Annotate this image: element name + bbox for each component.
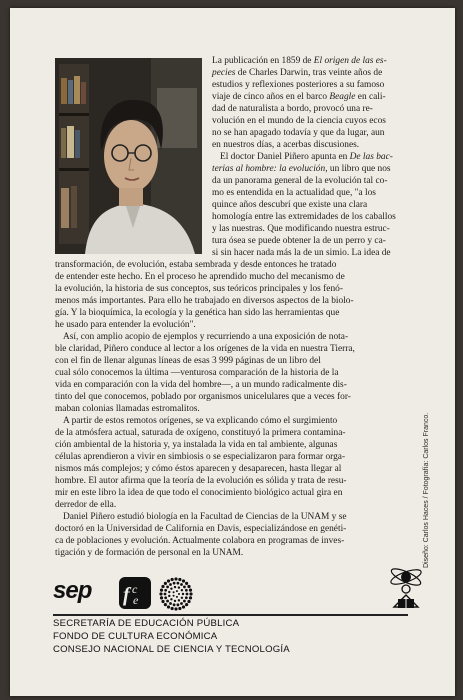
text-line: si sin hacer nada más la de un simio. La idea de <box>212 248 391 258</box>
text-line: quince años descubrí que existe una clara <box>212 200 368 210</box>
text-line: volución en el mundo de la ciencia cuyos ecos <box>212 116 386 126</box>
text-line: A partir de estos remotos orígenes, se va explicando cómo el surgimiento <box>63 416 338 426</box>
text-line: maban colonias llamadas estromalitos. <box>55 404 200 414</box>
text-line: ble claridad, Piñero conduce al lector a los orígenes de la vida en nuestra Tierra, <box>55 344 355 354</box>
synopsis-text <box>10 8 455 568</box>
svg-text:f: f <box>123 584 130 606</box>
text-line: tura ósea se puede obtener la de un perro y ca- <box>212 236 386 246</box>
text-line: mo es entendida en la actualidad que, "a los <box>212 188 376 198</box>
reader-icon <box>384 563 428 618</box>
divider <box>53 614 408 616</box>
text-line: y las nuestras. Que modificando nuestra estruc- <box>212 224 390 234</box>
text-line: ca de poblaciones y evolución. Actualmente colabora en programas de inves- <box>55 536 345 546</box>
text-line: con el fin de llenar algunas líneas de esas 3 999 páginas de un libro del <box>55 356 321 366</box>
text-line: pecies de Charles Darwin, tras veinte años de <box>212 68 383 78</box>
text-line: cual sólo conocemos la última —venturosa comparación de la historia de la <box>55 368 339 378</box>
text-line: El doctor Daniel Piñero apunta en De las bac- <box>220 152 393 162</box>
text-line: no se han apagado todavía y que da lugar, aun <box>212 128 385 138</box>
org-fce: FONDO DE CULTURA ECONÓMICA <box>53 631 218 642</box>
text-line: terias al hombre: la evolución, un libro que nos <box>212 164 391 174</box>
back-cover <box>10 8 455 696</box>
text-line: doctoró en la Universidad de California en Davis, especializándose en genéti- <box>55 524 347 534</box>
text-line: menos más importantes. Para ello he trabajado en diversos aspectos de la biolo- <box>55 296 354 306</box>
text-line: gía. Y la bioquímica, la ecología y la genética han sido las herramientas que <box>55 308 340 318</box>
text-line: células aprendieron a vivir en simbiosis o se especializaron para formar orga- <box>55 452 346 462</box>
text-line: transformación, de evolución, estaba sembrada y desde entonces he tratado <box>55 260 337 270</box>
text-line: dad de naturalista a bordo, provocó una re- <box>212 104 373 114</box>
text-line: la evolución, la historia de sus conceptos, sus teóricos principales y los fenó- <box>55 284 343 294</box>
text-line: hombre. El autor afirma que la teoría de la evolución es sólida y trata de resu- <box>55 476 347 486</box>
text-line: vida en comparación con la vida del hombre—, a un mundo radicalmente dis- <box>55 380 347 390</box>
text-line: La publicación en 1859 de El origen de las es- <box>212 56 387 66</box>
text-line: Así, con amplio acopio de ejemplos y recurriendo a una exposición de nota- <box>63 332 349 342</box>
text-line: tigación y de formación de personal en la UNAM. <box>55 548 244 558</box>
fce-logo <box>119 577 151 609</box>
text-line: da un panorama general de la evolución tal co- <box>212 176 388 186</box>
svg-text:c: c <box>132 582 138 596</box>
publisher-logos <box>10 575 455 615</box>
design-photo-credit: Diseño: Carlos Haces / Fotografía: Carlos Franco. <box>423 412 430 568</box>
text-line: he usado para entender la evolución". <box>55 320 196 330</box>
text-line: estudios y reflexiones posteriores a su famoso <box>212 80 385 90</box>
text-line: viaje de cinco años en el barco Beagle en cali- <box>212 92 386 102</box>
text-line: tinto del que conocemos, poblado por organismos unicelulares que a veces for- <box>55 392 351 402</box>
text-line: de entender este hecho. En el proceso he aprendido mucho del mecanismo de <box>55 272 345 282</box>
conacyt-logo <box>158 576 194 617</box>
text-line: mir en este libro la idea de que todo el conocimiento biológico actual gira en <box>55 488 343 498</box>
text-line: nismos más complejos; y cómo éstos aparecen y desaparecen, hasta llegar al <box>55 464 342 474</box>
text-line: en nuestros días, a acerbas discusiones. <box>212 140 360 150</box>
org-conacyt: CONSEJO NACIONAL DE CIENCIA Y TECNOLOGÍA <box>53 644 290 655</box>
text-line: ción ambiental de la historia y, ya instalada la vida en tal ambiente, algunas <box>55 440 338 450</box>
svg-text:e: e <box>133 593 139 607</box>
text-line: Daniel Piñero estudió biología en la Facultad de Ciencias de la UNAM y se <box>63 512 347 522</box>
org-sep: SECRETARÍA DE EDUCACIÓN PÚBLICA <box>53 618 240 629</box>
text-line: de la atmósfera actual, saturada de oxígeno, constituyó la primera contamina- <box>55 428 346 438</box>
sep-logo: sep <box>53 577 92 604</box>
text-line: derredor de ella. <box>55 500 117 510</box>
text-line: homología entre las extremidades de los caballos <box>212 212 396 222</box>
